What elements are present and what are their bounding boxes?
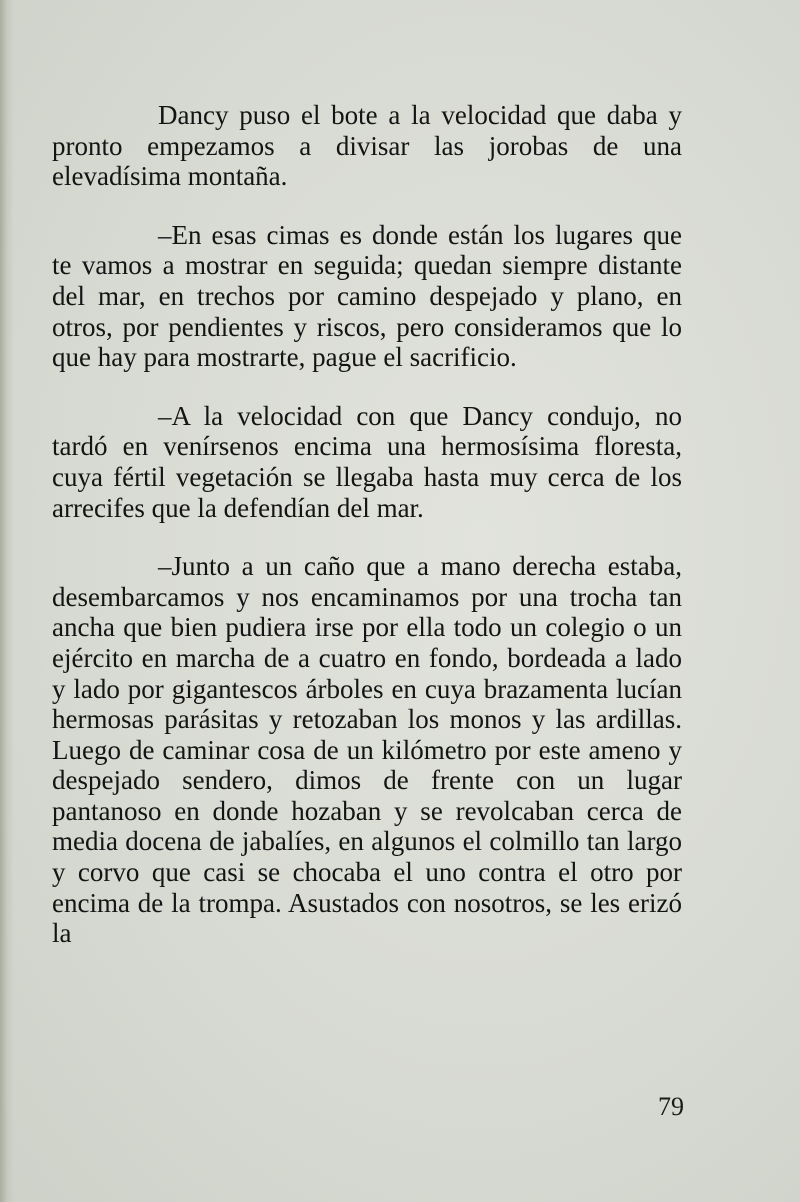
paragraph-1: Dancy puso el bote a la velocidad que daba y pronto empezamos a divisar las jorobas de una elevadísima montaña. (52, 100, 682, 192)
page-edge-shadow (0, 0, 14, 1202)
paragraph-2: –En esas cimas es donde están los lugares que te vamos a mostrar en seguida; quedan siempre distante del mar, en trechos por camino despejado y plano, en otros, por pendientes y riscos, pero consideramos que lo que hay para mostrarte, pague el sacrificio. (52, 219, 682, 373)
body-text (52, 100, 682, 949)
paragraph-3: –A la velocidad con que Dancy condujo, no tardó en venírsenos encima una hermosísima floresta, cuya fértil vegetación se llegaba hasta muy cerca de los arrecifes que la defendían del mar. (52, 400, 682, 523)
paragraph-4: –Junto a un caño que a mano derecha estaba, desembarcamos y nos encaminamos por una trocha tan ancha que bien pudiera irse por ella todo un colegio o un ejército en marcha de a cuatro en fondo, bordeada a lado y lado por gigantescos árboles en cuya brazamenta lucían hermosas parásitas y retozaban los monos y las ardillas. Luego de caminar cosa de un kilómetro por este ameno y despejado sendero, dimos de frente con un lugar pantanoso en donde hozaban y se revolcaban cerca de media docena de jabalíes, en algunos el colmillo tan largo y corvo que casi se chocaba el uno contra el otro por encima de la trompa. Asustados con nosotros, se les erizó la (52, 551, 682, 949)
page-number: 79 (658, 1092, 684, 1121)
